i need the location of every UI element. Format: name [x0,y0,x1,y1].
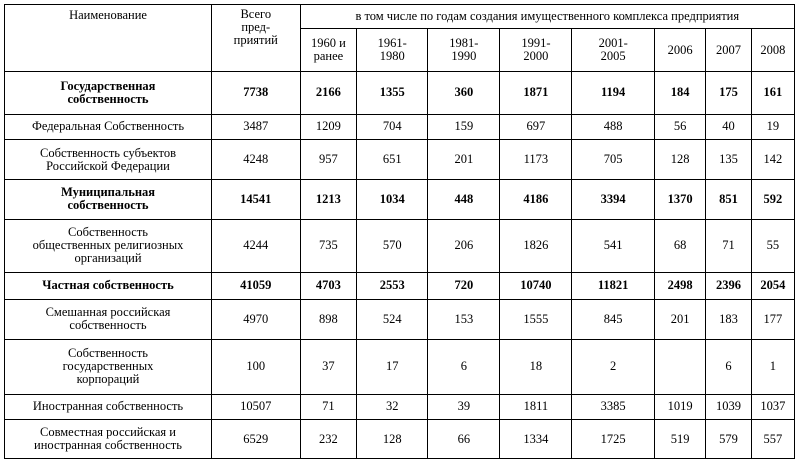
row-year-value: 142 [751,140,794,180]
row-year-value: 66 [428,420,500,459]
row-year-value: 206 [428,219,500,272]
row-year-value: 704 [357,114,428,139]
row-year-value: 1019 [654,394,705,419]
row-year-value: 1034 [357,179,428,219]
table-row [5,272,795,299]
row-year-value: 557 [751,420,794,459]
row-year-value: 37 [300,339,357,394]
row-year-value: 18 [500,339,572,394]
row-total: 41059 [212,272,301,299]
header-name: Наименование [5,5,212,72]
row-year-value: 159 [428,114,500,139]
row-year-value: 735 [300,219,357,272]
row-total: 100 [212,339,301,394]
row-year-value: 360 [428,72,500,115]
row-year-value: 541 [572,219,654,272]
row-year-value: 201 [428,140,500,180]
row-year-value: 17 [357,339,428,394]
header-year: 2008 [751,29,794,72]
header-year: 1981- 1990 [428,29,500,72]
row-year-value: 6 [706,339,751,394]
row-year-value: 651 [357,140,428,180]
row-name: Муниципальная собственность [5,179,212,219]
row-year-value: 1555 [500,300,572,340]
header-year: 1961- 1980 [357,29,428,72]
row-year-value: 128 [654,140,705,180]
row-year-value: 177 [751,300,794,340]
row-year-value: 579 [706,420,751,459]
row-name: Иностранная собственность [5,394,212,419]
row-year-value: 56 [654,114,705,139]
table-row [5,300,795,340]
row-year-value: 39 [428,394,500,419]
row-year-value: 128 [357,420,428,459]
row-year-value: 40 [706,114,751,139]
row-year-value: 71 [300,394,357,419]
row-year-value: 1213 [300,179,357,219]
header-total: Всего пред- приятий [212,5,301,72]
row-total: 7738 [212,72,301,115]
row-year-value: 183 [706,300,751,340]
enterprise-ownership-table [4,4,795,459]
table-row [5,394,795,419]
row-year-value: 1037 [751,394,794,419]
row-year-value: 55 [751,219,794,272]
row-total: 10507 [212,394,301,419]
row-year-value: 1811 [500,394,572,419]
row-year-value: 2 [572,339,654,394]
row-name: Государственная собственность [5,72,212,115]
row-year-value: 845 [572,300,654,340]
row-year-value: 1334 [500,420,572,459]
row-year-value: 10740 [500,272,572,299]
header-year-span: в том числе по годам создания имущественного комплекса предприятия [300,5,794,29]
row-year-value: 32 [357,394,428,419]
header-year: 2001- 2005 [572,29,654,72]
row-year-value: 957 [300,140,357,180]
row-name: Собственность государственных корпораций [5,339,212,394]
row-year-value: 201 [654,300,705,340]
header-year: 1991- 2000 [500,29,572,72]
row-name: Частная собственность [5,272,212,299]
row-name: Совместная российская и иностранная собственность [5,420,212,459]
table-row [5,140,795,180]
row-total: 14541 [212,179,301,219]
row-year-value: 1194 [572,72,654,115]
row-year-value: 184 [654,72,705,115]
row-year-value: 71 [706,219,751,272]
header-year: 2006 [654,29,705,72]
row-year-value: 3394 [572,179,654,219]
row-year-value: 851 [706,179,751,219]
header-year: 2007 [706,29,751,72]
row-year-value: 1370 [654,179,705,219]
row-year-value: 448 [428,179,500,219]
row-year-value: 2498 [654,272,705,299]
table-row [5,114,795,139]
row-year-value: 720 [428,272,500,299]
table-body [5,72,795,459]
row-year-value: 488 [572,114,654,139]
row-total: 4970 [212,300,301,340]
row-year-value: 135 [706,140,751,180]
row-year-value: 175 [706,72,751,115]
row-year-value: 4703 [300,272,357,299]
row-year-value [654,339,705,394]
row-year-value: 6 [428,339,500,394]
row-year-value: 2396 [706,272,751,299]
row-year-value: 68 [654,219,705,272]
row-year-value: 3385 [572,394,654,419]
header-row-1 [5,5,795,29]
row-year-value: 1 [751,339,794,394]
table-row [5,179,795,219]
row-total: 4248 [212,140,301,180]
row-name: Смешанная российская собственность [5,300,212,340]
row-year-value: 898 [300,300,357,340]
row-year-value: 592 [751,179,794,219]
row-total: 3487 [212,114,301,139]
row-year-value: 1173 [500,140,572,180]
row-name: Собственность общественных религиозных организаций [5,219,212,272]
table-row [5,339,795,394]
header-year: 1960 и ранее [300,29,357,72]
row-year-value: 524 [357,300,428,340]
row-year-value: 1826 [500,219,572,272]
row-year-value: 1209 [300,114,357,139]
row-year-value: 153 [428,300,500,340]
row-year-value: 1039 [706,394,751,419]
row-name: Федеральная Собственность [5,114,212,139]
table-row [5,420,795,459]
row-year-value: 161 [751,72,794,115]
row-year-value: 1725 [572,420,654,459]
row-total: 4244 [212,219,301,272]
row-year-value: 519 [654,420,705,459]
row-year-value: 19 [751,114,794,139]
row-year-value: 570 [357,219,428,272]
table-row [5,72,795,115]
row-year-value: 2166 [300,72,357,115]
table-row [5,219,795,272]
row-year-value: 697 [500,114,572,139]
row-year-value: 4186 [500,179,572,219]
row-year-value: 1355 [357,72,428,115]
row-year-value: 2553 [357,272,428,299]
row-year-value: 232 [300,420,357,459]
row-name: Собственность субъектов Российской Федерации [5,140,212,180]
row-year-value: 705 [572,140,654,180]
row-year-value: 2054 [751,272,794,299]
row-year-value: 11821 [572,272,654,299]
row-total: 6529 [212,420,301,459]
row-year-value: 1871 [500,72,572,115]
